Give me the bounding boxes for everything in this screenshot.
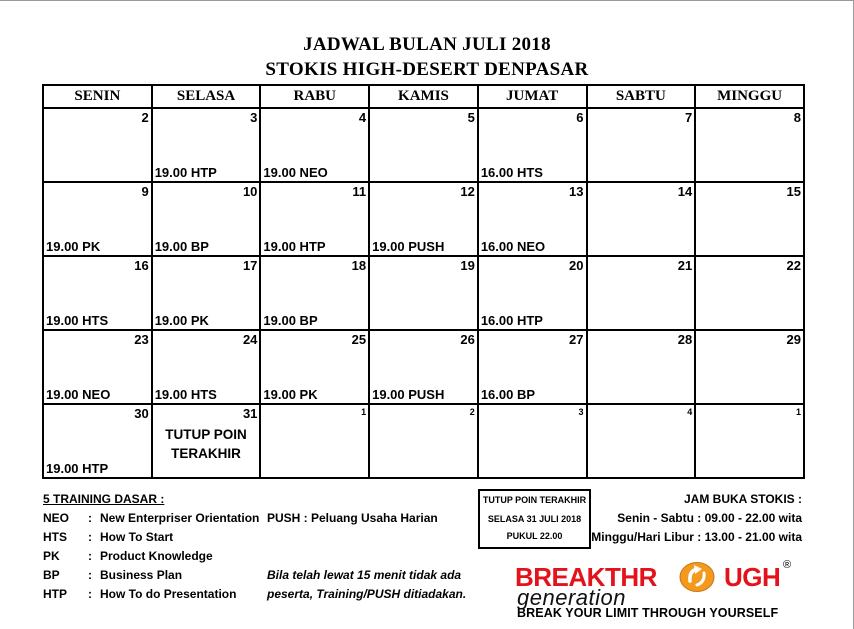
calendar-day-cell <box>369 330 478 404</box>
notice-line-2: peserta, Training/PUSH ditiadakan. <box>267 587 467 601</box>
day-number: 13 <box>569 184 584 199</box>
day-number: 20 <box>569 258 584 273</box>
calendar-day-cell <box>152 182 261 256</box>
calendar-day-cell <box>152 256 261 330</box>
calendar-day-cell <box>260 330 369 404</box>
day-number: 3 <box>250 110 258 125</box>
day-number: 19 <box>460 258 475 273</box>
calendar-day-cell <box>478 330 587 404</box>
day-number: 2 <box>141 110 149 125</box>
day-number: 3 <box>578 407 584 417</box>
training-event: 19.00 NEO <box>263 165 328 180</box>
training-event: 16.00 NEO <box>480 239 546 254</box>
legend-abbr: NEO <box>43 511 70 525</box>
legend-name: Product Knowledge <box>100 549 213 563</box>
calendar-day-cell <box>695 404 804 478</box>
calendar-week-row <box>43 330 804 404</box>
legend-name: How To do Presentation <box>100 587 237 601</box>
calendar-day-cell <box>587 108 696 182</box>
training-event: 19.00 BP <box>263 313 318 328</box>
calendar-day-cell <box>260 256 369 330</box>
day-number: 11 <box>352 184 367 199</box>
logo-text-part2: UGH <box>724 562 781 592</box>
day-number: 9 <box>141 184 149 199</box>
day-number: 1 <box>795 407 801 417</box>
legend-title: 5 TRAINING DASAR : <box>43 492 165 506</box>
header-minggu: MINGGU <box>695 85 804 108</box>
weekday-header-row <box>43 85 804 108</box>
calendar-day-cell <box>695 182 804 256</box>
training-event: 19.00 HTP <box>263 239 326 254</box>
day-number: 12 <box>460 184 475 199</box>
day-number: 18 <box>351 258 367 273</box>
logo-tagline: BREAK YOUR LIMIT THROUGH YOURSELF <box>517 606 779 620</box>
calendar-day-cell <box>43 182 152 256</box>
legend-abbr: HTP <box>43 587 67 601</box>
training-event: 19.00 HTP <box>46 461 109 476</box>
calendar-table <box>42 84 805 479</box>
calendar-day-cell <box>152 404 261 478</box>
calendar-day-cell <box>695 256 804 330</box>
legend-item: BP : Business Plan <box>43 568 183 582</box>
training-event: 19.00 PK <box>154 313 209 328</box>
logo-circle-arrow-icon <box>678 561 716 593</box>
legend-abbr: PK <box>43 549 60 563</box>
header-sabtu: SABTU <box>587 85 696 108</box>
closing-note-line-2: TERAKHIR <box>171 446 241 461</box>
day-number: 31 <box>242 406 258 421</box>
day-number: 4 <box>358 110 367 125</box>
day-number: 17 <box>242 258 258 273</box>
training-event: 16.00 BP <box>480 387 536 402</box>
registered-mark: ® <box>783 559 792 571</box>
calendar-week-row <box>43 404 804 478</box>
day-number: 15 <box>786 184 801 199</box>
page-title: JADWAL BULAN JULI 2018 <box>303 34 551 55</box>
calendar-day-cell <box>152 108 261 182</box>
training-event: 16.00 HTS <box>480 165 543 180</box>
box-line-3: PUKUL 22.00 <box>506 531 563 541</box>
page-top-border <box>0 0 854 1</box>
legend-name: How To Start <box>100 530 174 544</box>
calendar-day-cell <box>43 256 152 330</box>
legend-item: PK : Product Knowledge <box>43 549 213 563</box>
calendar-day-cell <box>587 182 696 256</box>
calendar-day-cell <box>369 404 478 478</box>
day-number: 30 <box>134 406 149 421</box>
calendar-day-cell <box>260 108 369 182</box>
calendar-day-cell <box>478 404 587 478</box>
calendar-day-cell <box>43 404 152 478</box>
hours-weekday: Senin - Sabtu : 09.00 - 22.00 wita <box>617 511 802 525</box>
day-number: 7 <box>684 110 693 125</box>
training-event: 19.00 PUSH <box>372 239 445 254</box>
day-number: 5 <box>467 110 475 125</box>
calendar-day-cell <box>369 108 478 182</box>
day-number: 21 <box>677 258 693 273</box>
training-event: 19.00 PK <box>46 239 101 254</box>
calendar-day-cell <box>43 330 152 404</box>
training-event: 19.00 BP <box>154 239 209 254</box>
hours-weekend: Minggu/Hari Libur : 13.00 - 21.00 wita <box>591 530 802 544</box>
calendar-week-row <box>43 108 804 182</box>
notice-line-1: Bila telah lewat 15 menit tidak ada <box>267 568 462 582</box>
box-line-2: SELASA 31 JULI 2018 <box>487 514 582 524</box>
training-event: 19.00 PK <box>263 387 318 402</box>
day-number: 27 <box>569 332 584 347</box>
legend-name: Business Plan <box>100 568 183 582</box>
day-number: 10 <box>242 184 258 199</box>
training-event: 16.00 HTP <box>480 313 543 328</box>
header-rabu: RABU <box>260 85 369 108</box>
calendar-day-cell <box>695 108 804 182</box>
push-definition: PUSH : Peluang Usaha Harian <box>267 511 438 525</box>
header-senin: SENIN <box>43 85 152 108</box>
calendar-day-cell <box>478 256 587 330</box>
calendar-day-cell <box>587 330 696 404</box>
calendar-week-row <box>43 256 804 330</box>
header-kamis: KAMIS <box>369 85 478 108</box>
training-event: 19.00 HTS <box>46 313 109 328</box>
legend-abbr: HTS <box>43 530 67 544</box>
box-line-1: TUTUP POIN TERAKHIR <box>482 495 587 505</box>
calendar-day-cell <box>587 256 696 330</box>
hours-title: JAM BUKA STOKIS : <box>683 492 802 506</box>
calendar-day-cell <box>43 108 152 182</box>
logo-text-part1: BREAKTHR <box>515 562 657 592</box>
calendar-day-cell <box>369 256 478 330</box>
training-event: 19.00 HTP <box>154 165 217 180</box>
legend-abbr: BP <box>43 568 60 582</box>
header-jumat: JUMAT <box>478 85 587 108</box>
calendar-day-cell <box>478 182 587 256</box>
closing-points-box <box>478 489 591 549</box>
legend-item: HTP : How To do Presentation <box>43 587 237 601</box>
day-number: 1 <box>361 407 367 417</box>
day-number: 2 <box>469 407 475 417</box>
training-event: 19.00 NEO <box>46 387 111 402</box>
day-number: 29 <box>786 332 801 347</box>
legend-item: HTS : How To Start <box>43 530 174 544</box>
day-number: 26 <box>460 332 475 347</box>
day-number: 14 <box>677 184 693 199</box>
calendar-week-row <box>43 182 804 256</box>
calendar-day-cell <box>369 182 478 256</box>
breakthrough-logo <box>515 559 815 629</box>
day-number: 16 <box>134 258 149 273</box>
calendar-day-cell <box>478 108 587 182</box>
day-number: 4 <box>687 407 693 417</box>
header-selasa: SELASA <box>152 85 261 108</box>
legend-item: NEO : New Enterpriser Orientation <box>43 511 260 525</box>
day-number: 25 <box>351 332 367 347</box>
calendar-day-cell <box>695 330 804 404</box>
day-number: 6 <box>576 110 584 125</box>
legend-name: New Enterpriser Orientation <box>100 511 260 525</box>
closing-note <box>153 425 260 463</box>
training-event: 19.00 HTS <box>154 387 217 402</box>
calendar-day-cell <box>152 330 261 404</box>
training-event: 19.00 PUSH <box>372 387 445 402</box>
calendar-day-cell <box>587 404 696 478</box>
page-subtitle: STOKIS HIGH-DESERT DENPASAR <box>265 59 589 80</box>
day-number: 23 <box>134 332 149 347</box>
day-number: 28 <box>677 332 693 347</box>
logo-generation-text: generation <box>517 585 626 610</box>
closing-note-line-1: TUTUP POIN <box>165 427 247 442</box>
calendar-day-cell <box>260 182 369 256</box>
calendar-day-cell <box>260 404 369 478</box>
day-number: 22 <box>786 258 801 273</box>
day-number: 8 <box>793 110 801 125</box>
day-number: 24 <box>242 332 258 347</box>
